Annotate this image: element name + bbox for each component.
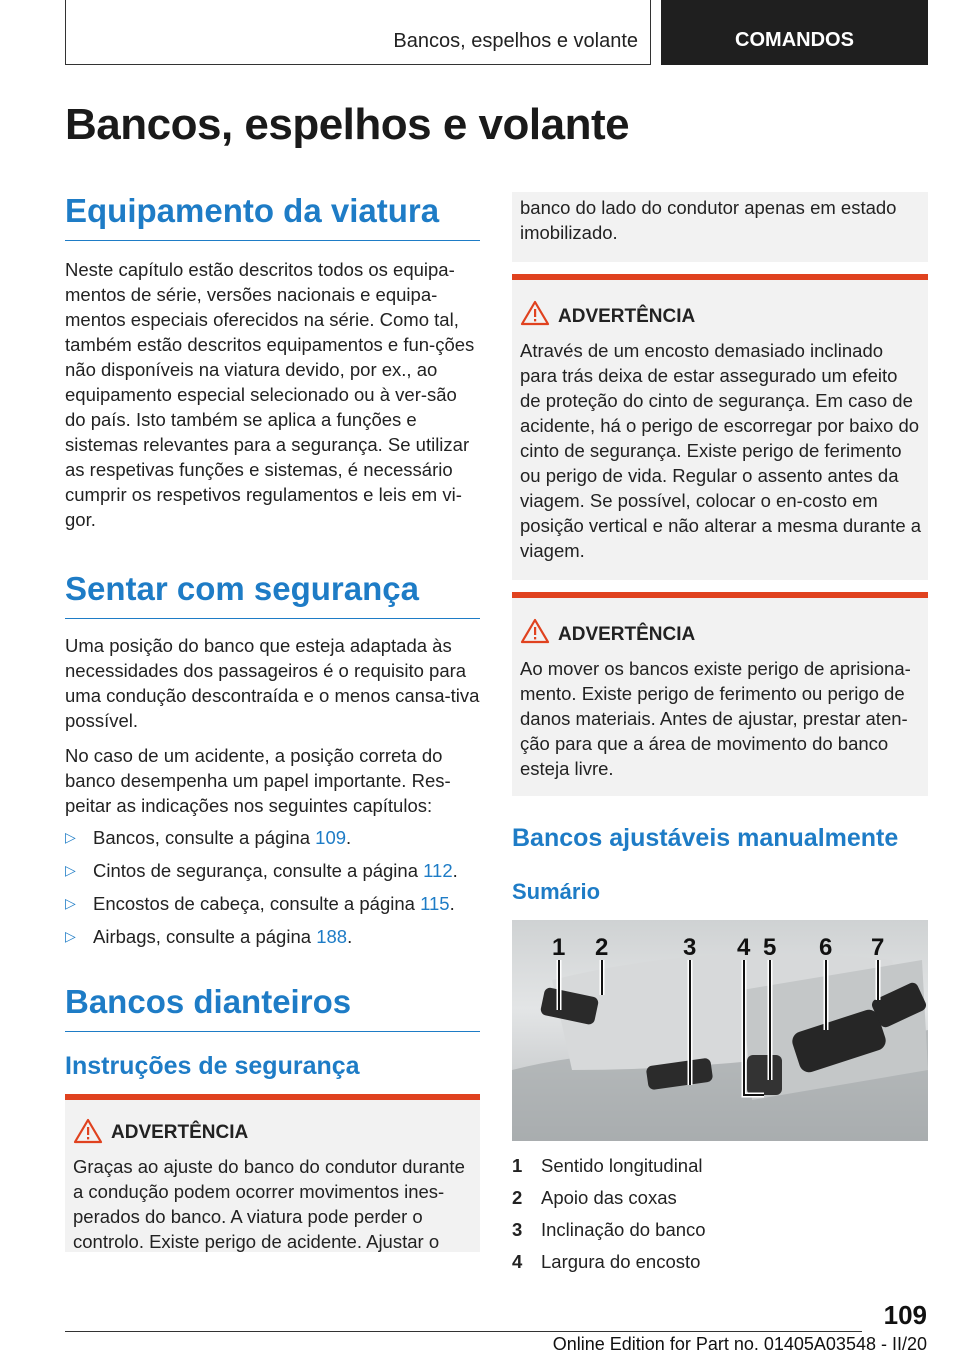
- heading-instrucoes: Instruções de segurança: [65, 1052, 360, 1080]
- paragraph-sentar-1: Uma posição do banco que esteja adaptada às necessidades dos passageiros é o requisito para uma condução descontraída e o menos cansa-tiva possível.: [65, 635, 480, 731]
- paragraph-sentar-2: No caso de um acidente, a posição correta do banco desempenha um papel importante. Res-peitar as indicações nos seguintes capítulos:: [65, 745, 451, 816]
- warning-text: Graças ao ajuste do banco do condutor durante a condução podem ocorrer movimentos ines-perados do banco. A viatura pode perder o controlo. Existe perigo de acidente. Ajustar o: [73, 1156, 465, 1252]
- legend-item: [512, 1185, 928, 1210]
- bullet-period: .: [346, 827, 352, 848]
- legend-number: 3: [512, 1219, 523, 1240]
- heading-dianteiros: Bancos dianteiros: [65, 983, 480, 1032]
- warning-box-2: [512, 274, 928, 580]
- callout-number: 7: [871, 934, 885, 961]
- bullet-text: Bancos, consulte a página: [93, 827, 316, 848]
- legend-number: 4: [512, 1251, 523, 1272]
- callout-number: 5: [763, 934, 777, 961]
- page-link[interactable]: 112: [423, 860, 453, 881]
- bullet-period: .: [449, 893, 455, 914]
- page-link[interactable]: 115: [420, 893, 450, 914]
- warning-text: Ao mover os bancos existe perigo de aprisiona-mento. Existe perigo de ferimento ou perigo de danos materiais. Antes de ajustar, prestar aten-ção para que a área de movimento do banco esteja livre.: [520, 658, 911, 779]
- legend-item: [512, 1249, 928, 1274]
- warning-box-3: [512, 592, 928, 796]
- warning-triangle-icon: [73, 1118, 103, 1144]
- callout-number: 6: [819, 934, 833, 961]
- bullet-period: .: [452, 860, 458, 881]
- callout-number: 1: [552, 934, 566, 961]
- page-number: 109: [883, 1300, 927, 1330]
- heading-equipamento: Equipamento da viatura: [65, 192, 480, 241]
- footer-divider: [65, 1331, 862, 1332]
- legend-item: [512, 1153, 928, 1178]
- triangle-bullet-icon: ▷: [65, 895, 76, 911]
- bullet-text: Encostos de cabeça, consulte a página: [93, 893, 421, 914]
- triangle-bullet-icon: ▷: [65, 829, 76, 845]
- page-link[interactable]: 109: [315, 827, 347, 848]
- legend-item: [512, 1217, 928, 1242]
- callout-number: 4: [737, 934, 751, 961]
- page-header: [65, 0, 928, 65]
- heading-ajustaveis: Bancos ajustáveis manualmente: [512, 824, 899, 852]
- heading-sentar: Sentar com segurança: [65, 570, 480, 619]
- header-chapter-label: COMANDOS: [735, 29, 854, 51]
- header-section-box: [65, 0, 651, 65]
- legend-text: Inclinação do banco: [541, 1219, 706, 1240]
- bullet-list: [65, 825, 480, 945]
- legend-number: 2: [512, 1187, 523, 1208]
- legend-number: 1: [512, 1155, 523, 1176]
- warning-text: Através de um encosto demasiado inclinado para trás deixa de estar assegurado um efeito de proteção do cinto de segurança. Em caso de acidente, há o perigo de escorregar por baixo do cinto de segurança. Existe perigo de ferimento ou perigo de vida. Regular o assento antes da viagem. Se possível, colocar o en-costo em posição vertical e não alterar a mesma durante a viagem.: [520, 340, 922, 561]
- warning-box-1: [65, 1094, 480, 1252]
- page-title: Bancos, espelhos e volante: [65, 100, 630, 149]
- page-link[interactable]: 188: [316, 926, 348, 947]
- legend-text: Sentido longitudinal: [541, 1155, 703, 1176]
- warning-triangle-icon: [520, 618, 550, 644]
- warning-title: ADVERTÊNCIA: [558, 306, 696, 327]
- header-chapter-tab[interactable]: [661, 0, 928, 65]
- heading-sumario: Sumário: [512, 879, 601, 904]
- warning-title: ADVERTÊNCIA: [558, 624, 696, 645]
- footer-edition: Online Edition for Part no. 01405A03548 - II/20: [552, 1334, 927, 1354]
- bullet-text: Airbags, consulte a página: [93, 926, 317, 947]
- warning-triangle-icon: [520, 300, 550, 326]
- triangle-bullet-icon: ▷: [65, 928, 76, 944]
- triangle-bullet-icon: ▷: [65, 862, 76, 878]
- legend-text: Apoio das coxas: [541, 1187, 677, 1208]
- callout-number: 2: [595, 934, 609, 961]
- warning-title: ADVERTÊNCIA: [111, 1122, 249, 1143]
- continued-text: banco do lado do condutor apenas em estado imobilizado.: [520, 197, 897, 243]
- bullet-period: .: [347, 926, 353, 947]
- seat-controls-photo: [512, 920, 928, 1141]
- paragraph-equipamento: Neste capítulo estão descritos todos os equipa-mentos de série, versões nacionais e equipa-mentos especiais oferecidos na série. Como tal, também estão descritos equipamentos e fun-ções não disponíveis na viatura devido, por ex., ao equipamento especial selecionado ou à ver-são do país. Isto também se aplica a funções e sistemas relevantes para a segurança. Se utilizar as respetivas funções e sistemas, é necessário cumprir os respetivos regulamentos e leis em vi-gor.: [65, 259, 475, 530]
- continued-panel: [512, 192, 928, 262]
- callout-number: 3: [683, 934, 697, 961]
- bullet-text: Cintos de segurança, consulte a página: [93, 860, 424, 881]
- seat-illustration: [512, 920, 928, 1141]
- header-section-title: Bancos, espelhos e volante: [393, 30, 638, 52]
- legend-text: Largura do encosto: [541, 1251, 701, 1272]
